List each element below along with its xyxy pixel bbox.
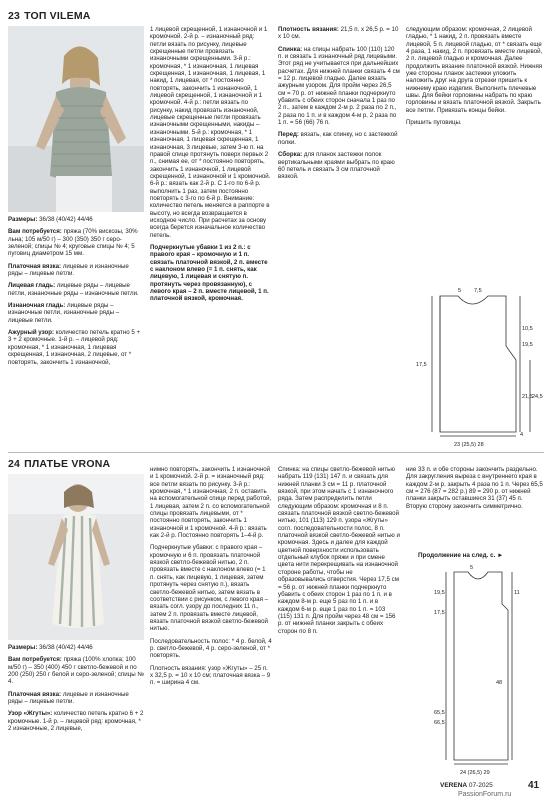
model-figure-icon xyxy=(8,26,144,212)
assembly-cont-para: следующим образом: кромочная, 2 лицевой гладью, * 1 накид, 2 п. провязать вместе лицевой, 5 п. лицевой гладью, от * связать еще 4 раза, 1 накид, 2 п. провязать вместе лицевой, 2 п. лицевой гладью и кромочная. Далее продолжить вязание платочной вязкой. Нижняя уже стороны планок застежки уложить наложить друг на друга отрезки пришить к нижнему краю изделия. Выполнить плечевые швы. Для бейки горловины набрать по краю горловины и вязать платочной вязкой. Закрыть все петли. Привязать концы бейки. xyxy=(406,26,543,114)
cable-pattern-para: Узор «Жгуты»: количество петель кратно 6 + 2 кромочные. 1-й р. – лицевой ряд: кромочная, * 2 изнаночные, 2 лицевые, xyxy=(8,710,144,733)
footer-issue xyxy=(440,782,493,789)
gauge-para: Плотность вязания: 21,5 п. x 26,5 р. = 10 x 10 см. xyxy=(278,26,399,41)
section-number: 24 xyxy=(8,458,21,470)
top-pattern-diagram xyxy=(408,286,544,450)
sizes-para: Размеры: 36/38 (40/42) 44/46 xyxy=(8,644,93,651)
stripe-sequence-para: Последовательность полос: * 4 р. белой, 4 р. светло-бежевой, 4 р. серо-зеленой, от * повторять. xyxy=(150,637,272,660)
materials-para: Вам потребуется: пряжа (100% хлопка; 100 м/50 г) – 350 (400) 450 г светло-бежевой и по 200 (250) 250 г белой и серо-зеленой; спицы № 4. xyxy=(8,656,144,686)
schema-label-h4: 21,5 xyxy=(522,394,533,400)
schema-label-wb: 24 (26,5) 29 xyxy=(460,770,490,776)
back-para: Спинка: на спицы светло-бежевой нитью набрать 119 (131) 147 п. и связать для нижней планки 3 см = 11 р. платочной вязкой, при этом начать с 1 изнаночного ряда. Затем распределить петли следующим образом: кромочная и 8 п. связать платочной вязкой светло-бежевой нитью, 101 (113) 129 п. узора «Жгуты» согл. последовательности полос, 8 п. платочной вязкой светло-бежевой нитью и кромочная. Здесь и далее для каждой цветной поверхности использовать отдельный клубок пряжи и при смене цвета нити перекрещивать на изнаночной стороне работы, чтобы не образовывались отверстия. Через 17,5 см = 56 р. от нижней планки подчеркнуто убавить с обеих сторон 1 раз по 1 п. и в каждом 8-м р. еще 5 раз по 1 п. и в каждом 6-м р. еще 1 раз по 1 п. = 103 (115) 131 п. Для пройм через 48 см = 156 р. от нижней планки закрыть с обеих сторон по 8 п. xyxy=(278,466,400,635)
schema-label-h5: 24,5 xyxy=(532,394,543,400)
section-number: 23 xyxy=(8,10,21,22)
schema-label-h2: 17,5 xyxy=(434,610,445,616)
assembly-para: Сборка: для планок застежки полок вертикальными краями выбрать по краю 60 петель и связать 3 см платочной вязкой. xyxy=(278,151,395,181)
top-model-photo xyxy=(8,26,144,212)
dress-col-2 xyxy=(150,466,272,692)
dress-pattern-diagram xyxy=(420,564,536,778)
dress-model-photo xyxy=(8,474,144,640)
top-col-4 xyxy=(406,26,544,131)
schema-label-h6: 4 xyxy=(520,432,524,438)
arrow-right-icon: ► xyxy=(497,552,504,559)
schema-label-wb: 23 (25,5) 28 xyxy=(454,442,484,448)
decreases-para: Подчеркнутые убавки: с правого края – кромочную и 6 п. провязать платочной вязкой светло-бежевой нитью, 2 п. провязать вместе с наклоном влево (= 1 п. снять, как лицевую, 1 лицевая, затем протянуть через снятую п.), вязать светло-бежевой нитью, затем вязать в соответствии с рисунком, с левого края – вязать согл. узору до последних 11 п., затем 2 п. провязать вместе лицевой, вязать платочной вязкой светло-бежевой нитью. xyxy=(150,544,269,633)
cable-rows-para: нимно повторять, закончить 1 изнаночной и 1 кромочной. 2-й р. = изнаночный ряд: все петли вязать по рисунку. 3-й р.: кромочная, * 1 изнаночная, 2 п. оставить на вспомогательной спице перед работой, 1 лицевая, затем 2 п. со вспомогательной спицы провязать лицевыми, от * постоянно повторять, закончить 1 изнаночной и 1 кромочной. 4-й р.: вязать как 2-й р. Постоянно повторять 1–4-й р. xyxy=(150,466,272,540)
neckline-para: ние 33 п. и обе стороны закончить раздельно. Для закругления выреза с внутреннего края в каждом 2-м р. закрыть 4 раза по 1 п. Через 65,5 см = 276 (87 = 282 р.) 89 = 290 р. от нижней планки закрыть оставшиеся 31 (37) 45 п. Вторую сторону закончить симметрично. xyxy=(406,466,543,510)
top-schema xyxy=(408,286,544,450)
section-title-text: ТОП VILEMA xyxy=(24,10,91,22)
dress-col-3 xyxy=(278,466,400,640)
reverse-stockinette-para: Изнаночная гладь: лицевые ряды – изнаночные петли, изнаночные ряды – лицевые петли. xyxy=(8,302,120,324)
schema-label-w2: 11 xyxy=(514,590,520,596)
top-col-2 xyxy=(150,26,272,308)
page-number: 41 xyxy=(528,780,540,791)
section-divider xyxy=(8,452,544,453)
materials-para: Вам потребуется: пряжа (70% вискозы, 30% льна; 105 м/50 г) – 300 (350) 350 г серо-зеленой; спицы № 4; круговые спицы № 4; 5 пуговиц диаметром 15 мм. xyxy=(8,228,138,258)
front-para: Перед: вязать, как спинку, но с застежкой полки. xyxy=(278,131,398,146)
garter-stitch-para: Платочная вязка: лицевые и изнаночные ряды – лицевые петли. xyxy=(8,262,129,278)
buttons-para: Пришить пуговицы. xyxy=(406,119,462,127)
continuation-label: Продолжение на след. с. xyxy=(418,552,496,559)
schema-label-h5: 66,5 xyxy=(434,720,445,726)
top-col-3 xyxy=(278,26,400,186)
decreases-para: Подчеркнутые убавки 1 из 2 п.: с правого края – кромочную и 1 п. связать платочной вязкой, 2 п. вместе с наклоном влево (= 1 п. снять, как лицевую, 1 лицевая и снятую п. протянуть через провязанную), с левого края – 2 п. вместе лицевой, 1 п. платочной вязкой, кромочная. xyxy=(150,243,269,303)
schema-label-w1: 5 xyxy=(458,288,462,294)
back-para: Спинка: на спицы набрать 100 (110) 120 п. и связать 1 изнаночный ряд лицевыми. Этот ряд не учитывается при дальнейших расчетах. Для нижней планки связать 4 см = 12 р. лицевой гладью. Далее вязать ажурным узором. Для пройм через 26,5 см = 70 р. от нижней планки подчеркнуто убавить с обеих сторон сначала 1 раз по 2 п., затем в каждом 2-м р. 2 раза по 2 п., 2 раза по 1 п. и в каждом 4-м р. 2 раза по 1 п. = 56 (66) 76 п. xyxy=(278,45,400,127)
stockinette-para: Лицевая гладь: лицевые ряды – лицевые петли, изнаночные ряды – изнаночные петли. xyxy=(8,282,139,297)
top-col-1 xyxy=(8,216,144,371)
schema-label-h1: 19,5 xyxy=(434,590,445,596)
magazine-name: VERENA xyxy=(440,782,468,789)
model-figure-icon xyxy=(8,474,144,640)
section-title-text: ПЛАТЬЕ VRONA xyxy=(24,458,111,470)
dress-col-1 xyxy=(8,644,144,737)
schema-label-h3: 17,5 xyxy=(416,362,427,368)
lace-pattern-para: Ажурный узор: количество петель кратно 5 + 3 + 2 кромочные. 1-й р. – лицевой ряд: кромочная, * 1 изнаночная, 1 лицевая скрещенная, 1 изнаночная, 2 лицевые, от * повторять, закончить 1 изнаночной, xyxy=(8,329,141,366)
section-title-dress xyxy=(8,458,110,470)
pattern-rows-para: 1 лицевой скрещенной, 1 изнаночной и 1 кромочной. 2-й р. – изнаночный ряд: петли вязать по рисунку, лицевые скрещенные петли провязать изнаночными скрещенными. 3-й р.: кромочная, * 1 изнаночная, 1 лицевая скрещенная, 1 изнаночная, 1 лицевая, 1 накид, 1 лицевая, от * постоянно повторять, закончить 1 изнаночной, 1 лицевой скрещенной, 1 изнаночной и 1 кромочной. 4-й р.: петли вязать по рисунку, накид провязать изнаночной, лицевые скрещенные петли провязать изнаночными скрещенными, накиды – изнаночными. 5-й р.: кромочная, * 1 изнаночная, 1 лицевая скрещенная, 1 изнаночная, 3 лицевые, затем 3-ю п. на правой спице протянуть поверх первых 2 п., снимая ее, от * постоянно повторять, закончить 1 изнаночной, 1 лицевой скрещенной, 1 изнаночной и 1 кромочной. 6-й р.: вязать как 2-й р. С 1-го по 6-й р. выполнить 1 раз, затем постоянно повторять с 3-го по 6-й р. Внимание: количество петель меняется в раппорте в высоту, но всегда возвращается в исходное число. При расчетах за основу всегда берется изначальное количество петель. xyxy=(150,26,271,239)
watermark: PassionForum.ru xyxy=(458,791,512,798)
gauge-para: Плотность вязания: узор «Жгуты» – 25 п. x 32,5 р. = 10 x 10 см; платочная вязка – 9 п. = ширина 4 см. xyxy=(150,664,271,687)
dress-col-4 xyxy=(406,466,544,515)
schema-label-w2: 7,5 xyxy=(474,288,482,294)
schema-label-h1: 10,5 xyxy=(522,326,533,332)
sizes-para: Размеры: 36/38 (40/42) 44/46 xyxy=(8,216,93,223)
schema-label-w1: 5 xyxy=(470,565,474,571)
dress-schema xyxy=(420,564,536,778)
garter-stitch-para: Платочная вязка: лицевые и изнаночные ряды – лицевые петли. xyxy=(8,690,129,706)
section-title-top xyxy=(8,10,91,22)
issue-number: 07-2025 xyxy=(468,782,493,789)
schema-label-h4: 65,5 xyxy=(434,710,445,716)
continuation-note xyxy=(418,552,503,559)
schema-label-h2: 19,5 xyxy=(522,342,533,348)
schema-label-h3: 48 xyxy=(496,680,503,686)
